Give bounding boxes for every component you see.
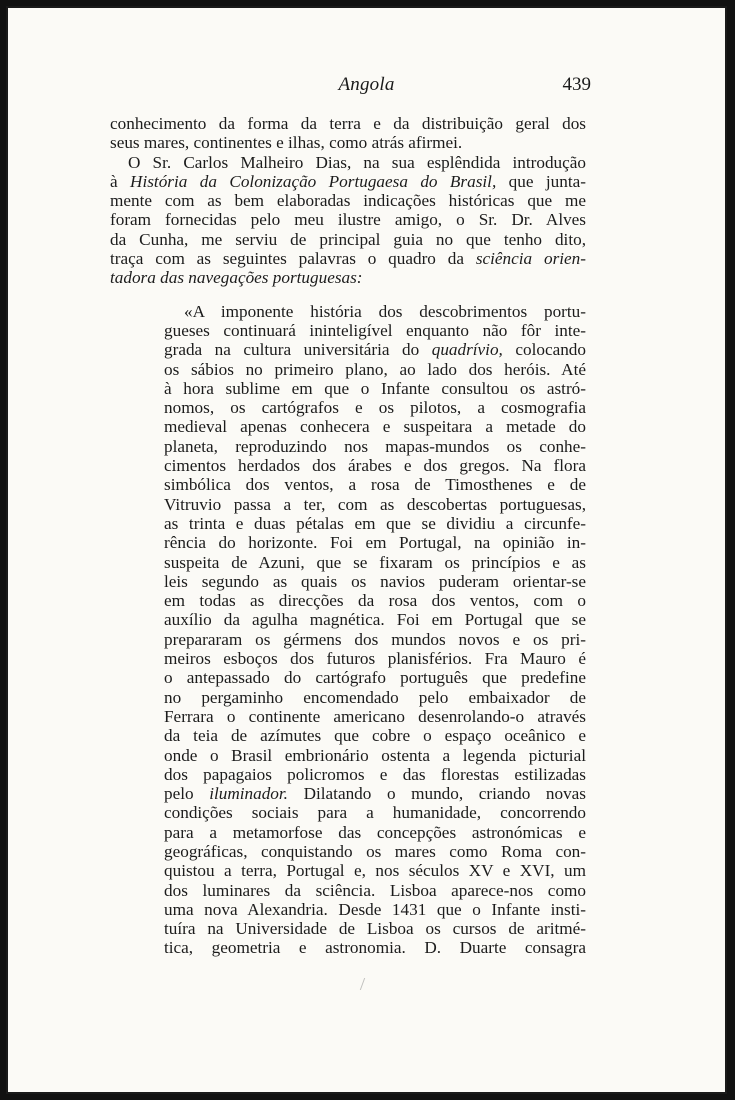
- text-line: O Sr. Carlos Malheiro Dias, na sua esplêndida introdução: [128, 152, 586, 172]
- text-run: traça com as seguintes palavras o quadro da: [110, 249, 476, 269]
- text-line: tica, geometria e astronomia. D. Duarte consagra: [164, 938, 586, 958]
- text-line: [110, 249, 586, 268]
- paragraph-spacer: [110, 288, 586, 302]
- text-line: seus mares, continentes e ilhas, como atrás afirmei.: [110, 133, 463, 153]
- text-line: cimentos herdados dos árabes e dos gregos. Na flora: [164, 456, 586, 476]
- text-line: as trinta e duas pétalas em que se dividiu a circunfe-: [164, 513, 586, 533]
- italic-phrase: sciência orien-: [475, 249, 586, 269]
- text-line: em todas as direcções da rosa dos ventos, com o: [164, 591, 586, 611]
- text-line: dos luminares da sciência. Lisboa aparece-nos como: [164, 880, 586, 900]
- page-header: [8, 74, 725, 104]
- text-line: quistou a terra, Portugal e, nos séculos XV e XVI, um: [164, 861, 586, 881]
- text-line: tuíra na Universidade de Lisboa os cursos de aritmé-: [164, 919, 586, 939]
- text-run: à: [110, 171, 131, 191]
- text-line: onde o Brasil embrionário ostenta a legenda picturial: [164, 745, 586, 765]
- text-run: colocando: [502, 340, 586, 360]
- stray-pen-mark: [360, 978, 373, 990]
- text-line: [110, 784, 586, 803]
- text-line: nomos, os cartógrafos e os pilotos, a cosmografia: [164, 398, 586, 418]
- text-line: gueses continuará ininteligível enquanto não fôr inte-: [164, 320, 586, 340]
- text-run: pelo: [164, 784, 210, 804]
- text-line: leis segundo as quais os navios puderam orientar-se: [164, 571, 586, 591]
- text-line: foram fornecidas pelo meu ilustre amigo, o Sr. Dr. Alves: [110, 210, 586, 230]
- body-text: [110, 114, 586, 958]
- text-run: que junta-: [496, 171, 586, 191]
- text-line: rência do horizonte. Foi em Portugal, na opinião in-: [164, 533, 586, 553]
- text-line: da Cunha, me serviu de principal guia no que tenho dito,: [110, 229, 586, 249]
- running-title: Angola: [338, 74, 395, 95]
- block-quote: [110, 302, 586, 958]
- text-line: dos papagaios policromos e das florestas estilizadas: [164, 764, 586, 784]
- text-line: simbólica dos ventos, a rosa de Timosthenes e de: [164, 475, 586, 495]
- italic-phrase: tadora das navegações portuguesas:: [110, 268, 363, 288]
- text-line: auxílio da agulha magnética. Foi em Portugal que se: [164, 610, 586, 630]
- book-title: História da Colonização Portugaesa do Brasil,: [130, 171, 497, 191]
- text-line: os sábios no primeiro plano, ao lado dos heróis. Até: [164, 359, 586, 379]
- text-run: grada na cultura universitária do: [164, 340, 432, 360]
- text-line: «A imponente história dos descobrimentos portu-: [184, 301, 586, 321]
- italic-word: quadrívio,: [431, 340, 503, 360]
- text-line: Ferrara o continente americano desenrolando-o através: [164, 706, 586, 726]
- text-line: à hora sublime em que o Infante consultou os astró-: [164, 378, 586, 398]
- text-line: uma nova Alexandria. Desde 1431 que o Infante insti-: [164, 899, 586, 919]
- text-line: planeta, reproduzindo nos mapas-mundos os conhe-: [164, 436, 586, 456]
- text-line: no pergaminho encomendado pelo embaixador de: [164, 687, 586, 707]
- italic-word: iluminador.: [209, 784, 288, 804]
- text-line: [110, 172, 586, 191]
- text-line: condições sociais para a humanidade, concorrendo: [164, 803, 586, 823]
- text-run: Dilatando o mundo, criando novas: [287, 784, 586, 804]
- text-line: [110, 340, 586, 359]
- text-line: [110, 268, 586, 287]
- paragraph: [110, 153, 586, 288]
- text-line: prepararam os gérmens dos mundos novos e os pri-: [164, 629, 586, 649]
- text-line: o antepassado do cartógrafo português que predefine: [164, 668, 586, 688]
- text-line: da teia de azímutes que cobre o espaço oceânico e: [164, 726, 586, 746]
- text-line: meiros esboços dos futuros planisférios. Fra Mauro é: [164, 649, 586, 669]
- text-line: mente com as bem elaboradas indicações históricas que me: [110, 191, 586, 211]
- text-line: Vitruvio passa a ter, com as descobertas portuguesas,: [164, 494, 586, 514]
- text-line: para a metamorfose das concepções astronómicas e: [164, 822, 586, 842]
- text-line: geográficas, conquistando os mares como Roma con-: [164, 841, 586, 861]
- text-line: medieval apenas conhecera e suspeitara a metade do: [164, 417, 586, 437]
- text-line: suspeita de Azuni, que se fixaram os princípios e as: [164, 552, 586, 572]
- page-number: 439: [562, 74, 591, 95]
- book-page: [6, 6, 727, 1094]
- text-line: conhecimento da forma da terra e da distribuição geral dos: [110, 114, 586, 133]
- paragraph: [110, 114, 586, 153]
